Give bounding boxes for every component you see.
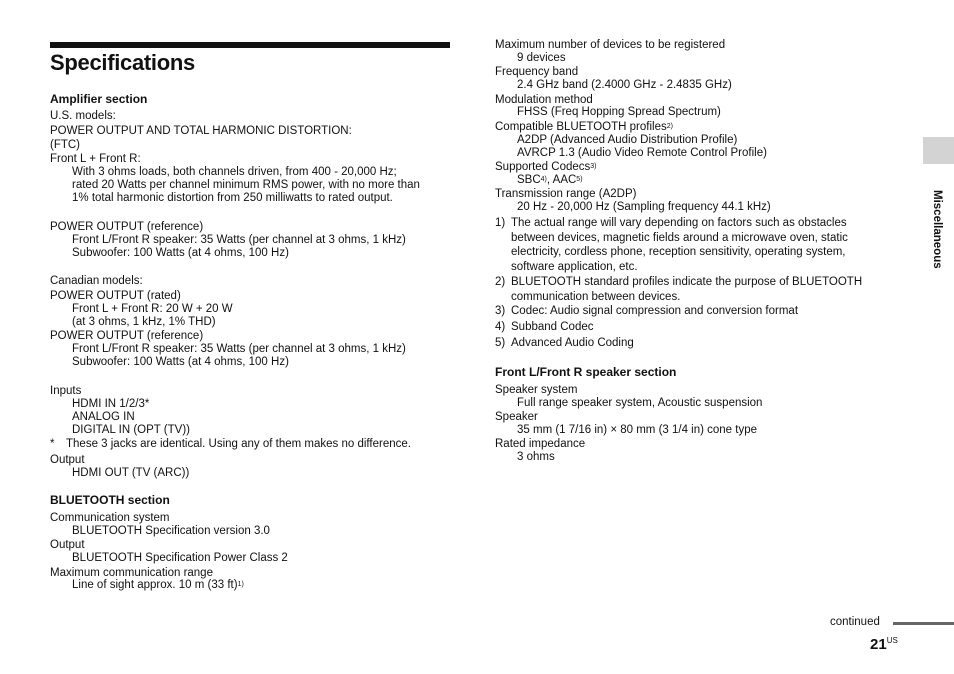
aac-text: , AAC [546, 174, 577, 186]
ref-sub-value-2: Subwoofer: 100 Watts (at 4 ohms, 100 Hz) [72, 356, 289, 368]
comm-system-label: Communication system [50, 512, 170, 524]
page-number [870, 636, 898, 653]
freq-band-label: Frequency band [495, 66, 579, 78]
max-range-label: Maximum communication range [50, 567, 213, 579]
speaker-heading: Front L/Front R speaker section [495, 365, 677, 379]
section-tab [923, 137, 954, 164]
codecs-label [495, 161, 597, 174]
a2dp-value: A2DP (Advanced Audio Distribution Profile) [517, 134, 738, 146]
footnote-line: Codec: Audio signal compression and conversion format [511, 305, 799, 317]
impedance-value: 3 ohms [517, 451, 555, 463]
footnote-line: BLUETOOTH standard profiles indicate the purpose of BLUETOOTH [511, 276, 863, 288]
footnote-ref: 1) [237, 581, 244, 588]
footnote-line: Advanced Audio Coding [511, 337, 634, 349]
footnote-number: 3) [495, 305, 506, 317]
footnote-ref: 2) [666, 123, 673, 130]
continued-label: continued [830, 616, 880, 628]
footnote-line: software application, etc. [511, 260, 638, 273]
bluetooth-heading: BLUETOOTH section [50, 493, 170, 507]
footnote-line: electricity, cordless phone, reception sensitivity, operating system, [511, 246, 846, 258]
ftc-text-line: 1% total harmonic distortion from 250 milliwatts to rated output. [72, 192, 393, 204]
jack-note: These 3 jacks are identical. Using any of them makes no difference. [66, 438, 411, 450]
continued-rule [893, 622, 954, 625]
speaker-value: 35 mm (1 7/16 in) × 80 mm (3 1/4 in) cone type [517, 424, 758, 436]
sbc-text: SBC [517, 174, 541, 186]
footnote-text [511, 304, 883, 319]
output-label: Output [50, 454, 85, 466]
footnote-text [511, 336, 883, 351]
input-analog: ANALOG IN [72, 411, 135, 423]
footnote-number: 1) [495, 217, 506, 229]
inputs-label: Inputs [50, 385, 82, 397]
us-models-label: U.S. models: [50, 110, 116, 122]
rated-front-value: Front L + Front R: 20 W + 20 W [72, 303, 233, 315]
trans-range-label: Transmission range (A2DP) [495, 188, 637, 200]
range-value: Line of sight approx. 10 m (33 ft) [72, 579, 238, 591]
trans-value: 20 Hz - 20,000 Hz (Sampling frequency 44.1 kHz) [517, 201, 771, 213]
input-digital: DIGITAL IN (OPT (TV)) [72, 424, 190, 436]
footnote-line: communication between devices. [511, 290, 681, 303]
range-value-line [72, 579, 244, 592]
devices-value: 9 devices [517, 52, 566, 64]
canadian-label: Canadian models: [50, 275, 143, 287]
modulation-value: FHSS (Freq Hopping Spread Spectrum) [517, 106, 721, 118]
rated-cond-value: (at 3 ohms, 1 kHz, 1% THD) [72, 316, 216, 328]
bt-power-value: BLUETOOTH Specification Power Class 2 [72, 552, 288, 564]
codecs-value [517, 174, 583, 187]
power-rated-label: POWER OUTPUT (rated) [50, 290, 181, 302]
front-lr-label: Front L + Front R: [50, 153, 141, 165]
max-devices-label: Maximum number of devices to be registered [495, 39, 726, 51]
footnote-number: 5) [495, 337, 506, 349]
footnote-line: The actual range will vary depending on factors such as obstacles [511, 217, 847, 229]
amplifier-heading: Amplifier section [50, 92, 148, 106]
speaker-system-value: Full range speaker system, Acoustic suspension [517, 397, 763, 409]
page-number-value: 21 [870, 636, 887, 653]
footnote-number: 2) [495, 276, 506, 288]
ftc-text-line: With 3 ohms loads, both channels driven, from 400 - 20,000 Hz; [72, 166, 397, 178]
power-ref-label-2: POWER OUTPUT (reference) [50, 330, 204, 342]
footnote-text [511, 320, 883, 335]
page-suffix: US [886, 636, 898, 645]
footnote-line: Subband Codec [511, 321, 594, 333]
freq-value: 2.4 GHz band (2.4000 GHz - 2.4835 GHz) [517, 79, 732, 91]
jack-note-star: * [50, 438, 55, 450]
impedance-label: Rated impedance [495, 438, 586, 450]
footnote-ref: 5) [576, 176, 583, 183]
ref-front-value: Front L/Front R speaker: 35 Watts (per channel at 3 ohms, 1 kHz) [72, 234, 406, 246]
codecs-text: Supported Codecs [495, 161, 591, 173]
power-thd-label: POWER OUTPUT AND TOTAL HARMONIC DISTORTION: [50, 125, 352, 137]
page-title: Specifications [50, 50, 195, 75]
bt-output-label: Output [50, 539, 85, 551]
input-hdmi: HDMI IN 1/2/3* [72, 398, 150, 410]
ref-front-value-2: Front L/Front R speaker: 35 Watts (per channel at 3 ohms, 1 kHz) [72, 343, 406, 355]
ftc-text-line: rated 20 Watts per channel minimum RMS power, with no more than [72, 179, 420, 191]
avrcp-value: AVRCP 1.3 (Audio Video Remote Control Profile) [517, 147, 767, 159]
profiles-text: Compatible BLUETOOTH profiles [495, 121, 667, 133]
footnote-line: between devices, magnetic fields around a microwave oven, static [511, 231, 848, 244]
profiles-label [495, 121, 673, 134]
footnote-text [511, 216, 883, 274]
speaker-system-label: Speaker system [495, 384, 578, 396]
footnote-ref: 4) [540, 176, 547, 183]
modulation-label: Modulation method [495, 94, 593, 106]
power-ref-label: POWER OUTPUT (reference) [50, 221, 204, 233]
title-rule [50, 42, 450, 48]
ftc-label: (FTC) [50, 139, 81, 151]
bt-spec-value: BLUETOOTH Specification version 3.0 [72, 525, 270, 537]
footnote-number: 4) [495, 321, 506, 333]
output-hdmi: HDMI OUT (TV (ARC)) [72, 467, 190, 479]
footnote-ref: 3) [590, 163, 597, 170]
section-label: Miscellaneous [931, 190, 943, 269]
speaker-label: Speaker [495, 411, 538, 423]
ref-sub-value: Subwoofer: 100 Watts (at 4 ohms, 100 Hz) [72, 247, 289, 259]
footnote-text [511, 275, 883, 304]
